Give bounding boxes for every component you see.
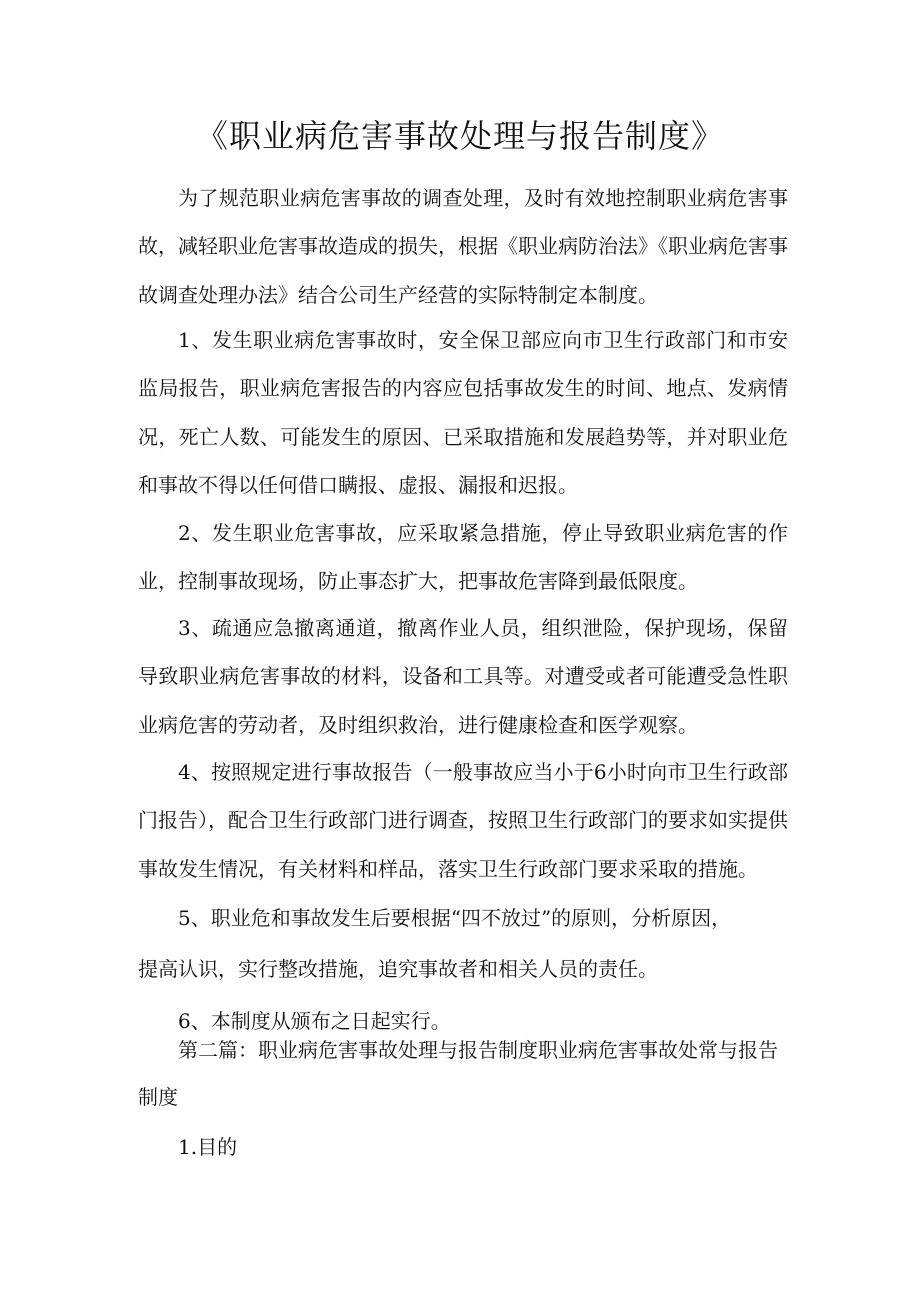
document-title: 《职业病危害事故处理与报告制度》: [195, 117, 724, 155]
item-2-paragraph: 2、发生职业危害事故，应采取紧急措施，停止导致职业病危害的作业，控制事故现场，防止事态扩大，把事故危害降到最低限度。: [138, 521, 788, 594]
item-1-paragraph: 1、发生职业病危害事故时，安全保卫部应向市卫生行政部门和市安监局报告，职业病危害报告的内容应包括事故发生的时间、地点、发病情况，死亡人数、可能发生的原因、已采取措施和发展趋势等，并对职业危和事故不得以任何借口瞒报、虚报、漏报和迟报。: [138, 328, 788, 497]
part-two-heading-line-2: 制度: [138, 1085, 178, 1109]
item-6-paragraph: 6、本制度从颁布之日起实行。: [178, 1009, 451, 1033]
part-two-heading-line-1: 第二篇：职业病危害事故处理与报告制度职业病危害事故处常与报告: [178, 1038, 778, 1062]
item-5-line-2: 提高认识，实行整改措施，追究事故者和相关人员的责任。: [138, 957, 658, 981]
section-1-heading: 1.目的: [178, 1135, 238, 1159]
item-3-paragraph: 3、疏通应急撤离通道，撤离作业人员，组织泄险，保护现场，保留导致职业病危害事故的材料，设备和工具等。对遭受或者可能遭受急性职业病危害的劳动者，及时组织救治，进行健康检查和医学观察。: [138, 616, 788, 737]
item-5-line-1: 5、职业危和事故发生后要根据“四不放过”的原则，分析原因，: [178, 906, 732, 930]
item-4-paragraph: 4、按照规定进行事故报告（一般事故应当小于6小时向市卫生行政部门报告），配合卫生行政部门进行调查，按照卫生行政部门的要求如实提供事故发生情况，有关材料和样品，落实卫生行政部门要求采取的措施。: [138, 760, 788, 881]
intro-paragraph: 为了规范职业病危害事故的调查处理，及时有效地控制职业病危害事故，减轻职业危害事故造成的损失，根据《职业病防治法》《职业病危害事故调查处理办法》结合公司生产经营的实际特制定本制度。: [138, 186, 788, 307]
